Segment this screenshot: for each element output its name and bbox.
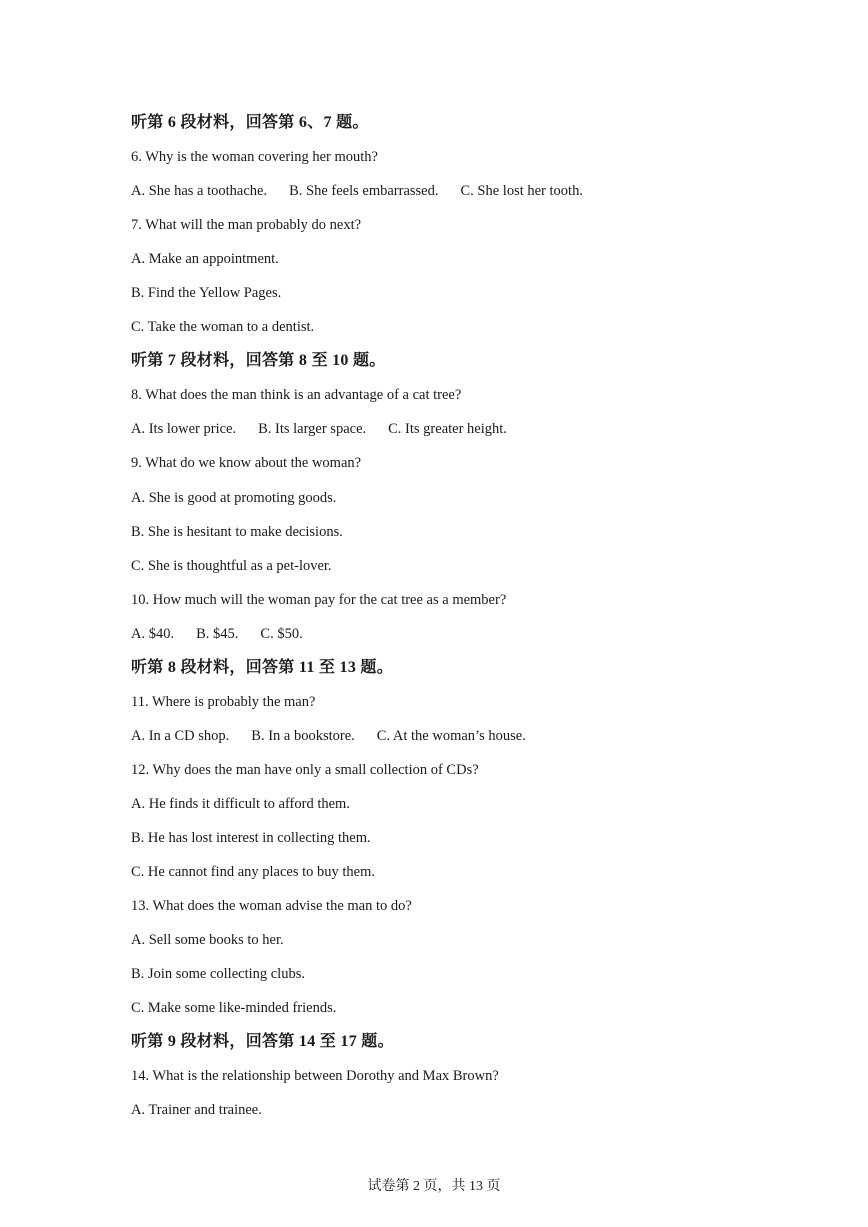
answer-option: A. Make an appointment. bbox=[131, 251, 279, 268]
answer-option: C. Make some like-minded friends. bbox=[131, 1000, 337, 1017]
question-text: 6. Why is the woman covering her mouth? bbox=[131, 149, 378, 166]
question-text: 11. Where is probably the man? bbox=[131, 693, 316, 710]
section-heading: 听第 7 段材料，回答第 8 至 10 题。 bbox=[131, 352, 386, 370]
answer-option: A. She is good at promoting goods. bbox=[131, 489, 337, 506]
options-row bbox=[131, 417, 831, 451]
question-text: 9. What do we know about the woman? bbox=[131, 455, 362, 472]
answer-option: C. He cannot find any places to buy them. bbox=[131, 864, 376, 881]
answer-option: C. Take the woman to a dentist. bbox=[131, 319, 315, 336]
answer-option: A. In a CD shop. bbox=[131, 727, 230, 744]
answer-option: A. She has a toothache. bbox=[131, 183, 268, 200]
section-heading: 听第 6 段材料，回答第 6、7 题。 bbox=[131, 114, 369, 131]
answer-option: B. Its larger space. bbox=[258, 421, 367, 438]
answer-option: C. $50. bbox=[260, 625, 303, 642]
answer-option: B. She feels embarrassed. bbox=[289, 183, 439, 200]
options-row bbox=[131, 179, 831, 213]
answer-option: C. Its greater height. bbox=[388, 421, 507, 438]
answer-option: A. Trainer and trainee. bbox=[131, 1102, 262, 1119]
answer-option: B. She is hesitant to make decisions. bbox=[131, 523, 343, 540]
answer-option: B. Find the Yellow Pages. bbox=[131, 285, 282, 302]
answer-option: A. $40. bbox=[131, 625, 175, 642]
question-text: 10. How much will the woman pay for the cat tree as a member? bbox=[131, 591, 507, 608]
question-text: 13. What does the woman advise the man to do? bbox=[131, 898, 412, 915]
answer-option: A. Sell some books to her. bbox=[131, 932, 284, 949]
answer-option: B. Join some collecting clubs. bbox=[131, 966, 305, 983]
question-text: 7. What will the man probably do next? bbox=[131, 217, 362, 234]
question-text: 8. What does the man think is an advantage of a cat tree? bbox=[131, 387, 462, 404]
section-heading: 听第 8 段材料，回答第 11 至 13 题。 bbox=[131, 658, 394, 676]
answer-option: B. In a bookstore. bbox=[251, 727, 355, 744]
exam-content bbox=[131, 111, 831, 1132]
answer-option: B. $45. bbox=[196, 625, 239, 642]
options-row bbox=[131, 622, 831, 656]
answer-option: B. He has lost interest in collecting them. bbox=[131, 829, 371, 846]
answer-option: C. At the woman’s house. bbox=[376, 727, 526, 744]
answer-option: C. She lost her tooth. bbox=[460, 183, 583, 200]
question-text: 14. What is the relationship between Dorothy and Max Brown? bbox=[131, 1068, 499, 1085]
answer-option: C. She is thoughtful as a pet-lover. bbox=[131, 557, 332, 574]
section-heading: 听第 9 段材料，回答第 14 至 17 题。 bbox=[131, 1033, 394, 1051]
answer-option: A. He finds it difficult to afford them. bbox=[131, 795, 350, 812]
question-text: 12. Why does the man have only a small collection of CDs? bbox=[131, 761, 479, 778]
options-row bbox=[131, 724, 831, 758]
page-footer: 试卷第 2 页，共 13 页 bbox=[367, 1179, 501, 1194]
answer-option: A. Its lower price. bbox=[131, 421, 237, 438]
